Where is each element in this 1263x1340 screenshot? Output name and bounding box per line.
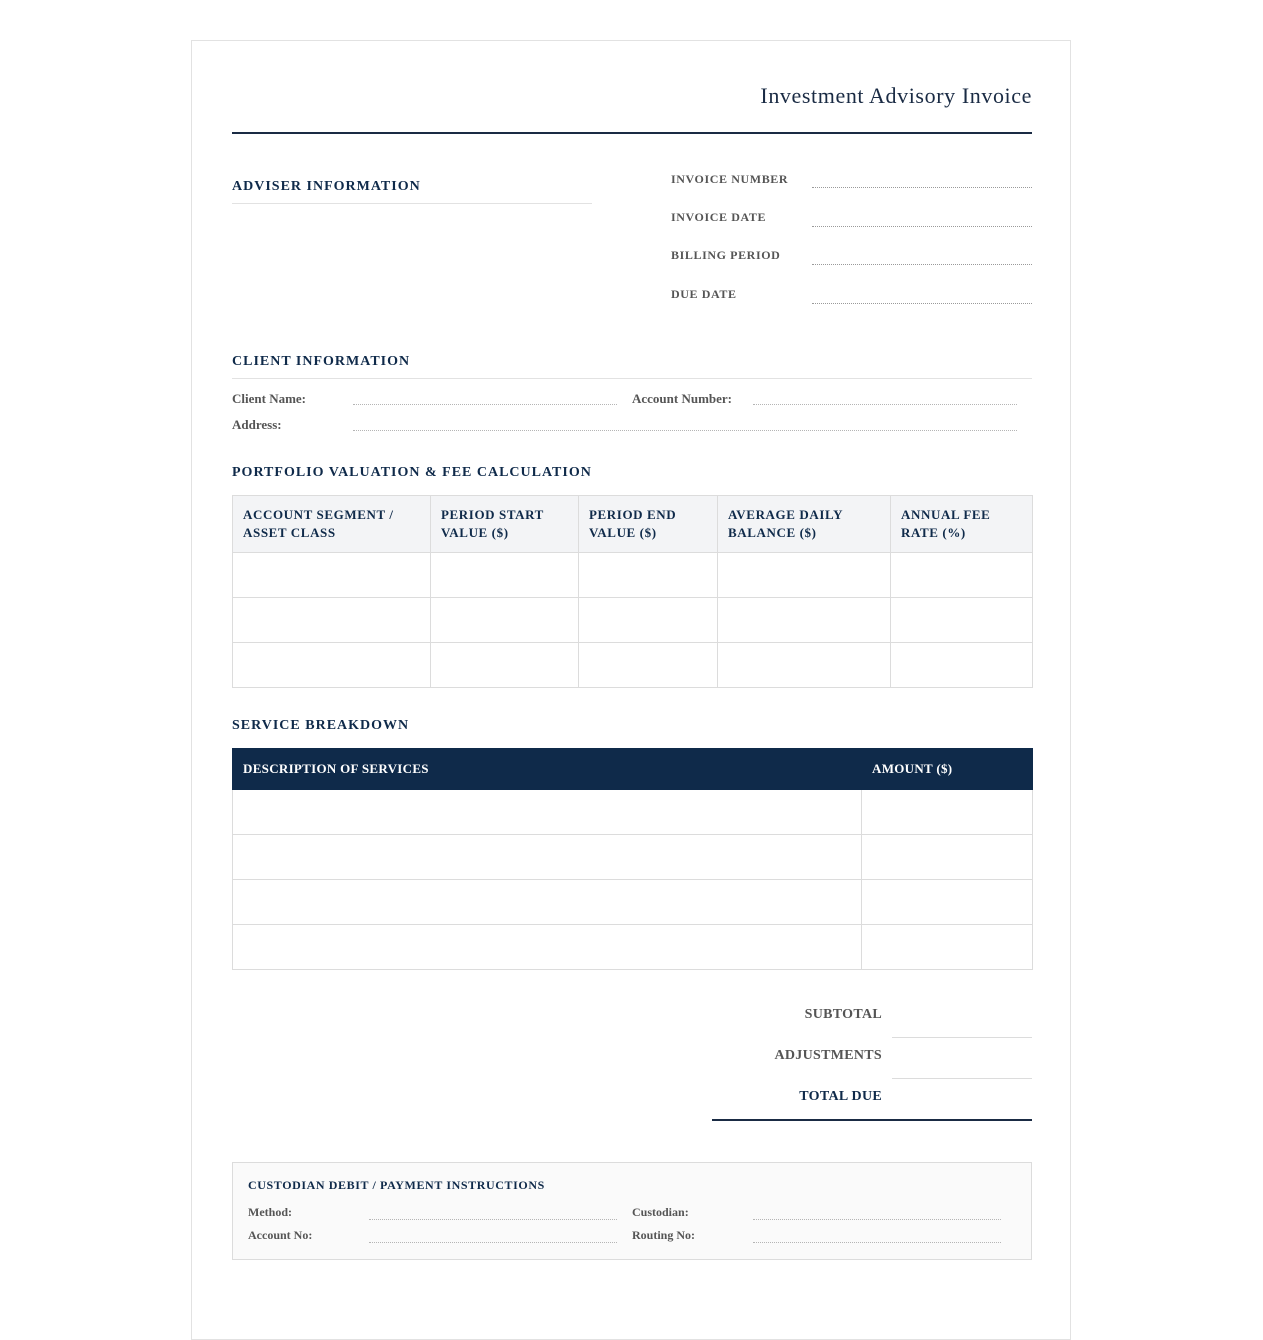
invoice-page <box>191 40 1071 1340</box>
table-cell[interactable] <box>862 835 1033 880</box>
table-row <box>233 835 1033 880</box>
table-row <box>233 880 1033 925</box>
table-cell[interactable] <box>579 553 718 598</box>
portfolio-header-row <box>233 496 1033 553</box>
table-cell[interactable] <box>718 598 891 643</box>
table-cell[interactable] <box>891 598 1033 643</box>
col-fee-rate: ANNUAL FEE RATE (%) <box>891 496 1033 553</box>
table-cell[interactable] <box>718 553 891 598</box>
due-date-label: DUE DATE <box>671 287 737 301</box>
table-cell[interactable] <box>862 880 1033 925</box>
table-cell[interactable] <box>891 553 1033 598</box>
table-cell[interactable] <box>233 835 862 880</box>
table-cell[interactable] <box>718 643 891 688</box>
client-name-field[interactable] <box>353 404 617 405</box>
portfolio-heading: PORTFOLIO VALUATION & FEE CALCULATION <box>232 465 592 480</box>
routing-no-field[interactable] <box>753 1242 1001 1243</box>
col-period-start: PERIOD START VALUE ($) <box>431 496 579 553</box>
due-date-field[interactable] <box>812 303 1032 304</box>
invoice-number-label: INVOICE NUMBER <box>671 172 789 186</box>
services-table <box>232 748 1033 970</box>
adviser-divider <box>232 203 592 204</box>
title-divider <box>232 132 1032 134</box>
table-row <box>233 925 1033 970</box>
portfolio-table <box>232 495 1033 688</box>
table-row <box>233 598 1033 643</box>
table-cell[interactable] <box>233 925 862 970</box>
col-period-end: PERIOD END VALUE ($) <box>579 496 718 553</box>
table-cell[interactable] <box>579 598 718 643</box>
billing-period-label: BILLING PERIOD <box>671 248 781 262</box>
total-due-rule <box>712 1119 1032 1121</box>
address-label: Address: <box>232 417 282 432</box>
account-number-field[interactable] <box>753 404 1017 405</box>
subtotal-field[interactable] <box>892 1037 1032 1038</box>
address-field[interactable] <box>353 430 1017 431</box>
custodian-field[interactable] <box>753 1219 1001 1220</box>
table-cell[interactable] <box>233 553 431 598</box>
subtotal-label: SUBTOTAL <box>804 1007 882 1022</box>
client-divider <box>232 378 1032 379</box>
services-header-row <box>233 749 1033 790</box>
invoice-date-label: INVOICE DATE <box>671 210 767 224</box>
total-due-label: TOTAL DUE <box>799 1089 882 1104</box>
adviser-heading: ADVISER INFORMATION <box>232 179 421 194</box>
method-field[interactable] <box>369 1219 617 1220</box>
table-cell[interactable] <box>233 880 862 925</box>
table-cell[interactable] <box>862 925 1033 970</box>
table-cell[interactable] <box>862 790 1033 835</box>
table-row <box>233 643 1033 688</box>
account-number-label: Account Number: <box>632 391 733 406</box>
table-cell[interactable] <box>233 790 862 835</box>
invoice-number-field[interactable] <box>812 187 1032 188</box>
table-cell[interactable] <box>431 643 579 688</box>
table-cell[interactable] <box>431 598 579 643</box>
services-heading: SERVICE BREAKDOWN <box>232 718 410 733</box>
col-amount: AMOUNT ($) <box>862 749 1033 790</box>
billing-period-field[interactable] <box>812 264 1032 265</box>
col-average-balance: AVERAGE DAILY BALANCE ($) <box>718 496 891 553</box>
table-cell[interactable] <box>233 643 431 688</box>
account-no-label: Account No: <box>248 1228 313 1242</box>
client-heading: CLIENT INFORMATION <box>232 354 411 369</box>
invoice-title: Investment Advisory Invoice <box>760 83 1032 108</box>
table-row <box>233 553 1033 598</box>
payment-heading: CUSTODIAN DEBIT / PAYMENT INSTRUCTIONS <box>248 1178 545 1192</box>
col-account-segment: ACCOUNT SEGMENT / ASSET CLASS <box>233 496 431 553</box>
table-cell[interactable] <box>233 598 431 643</box>
table-cell[interactable] <box>579 643 718 688</box>
custodian-label: Custodian: <box>632 1205 689 1219</box>
table-cell[interactable] <box>891 643 1033 688</box>
invoice-date-field[interactable] <box>812 226 1032 227</box>
account-no-field[interactable] <box>369 1242 617 1243</box>
client-name-label: Client Name: <box>232 391 307 406</box>
routing-no-label: Routing No: <box>632 1228 696 1242</box>
adjustments-label: ADJUSTMENTS <box>774 1048 882 1063</box>
payment-instructions-box <box>232 1162 1032 1260</box>
table-row <box>233 790 1033 835</box>
col-description: DESCRIPTION OF SERVICES <box>233 749 862 790</box>
adjustments-field[interactable] <box>892 1078 1032 1079</box>
method-label: Method: <box>248 1205 292 1219</box>
table-cell[interactable] <box>431 553 579 598</box>
